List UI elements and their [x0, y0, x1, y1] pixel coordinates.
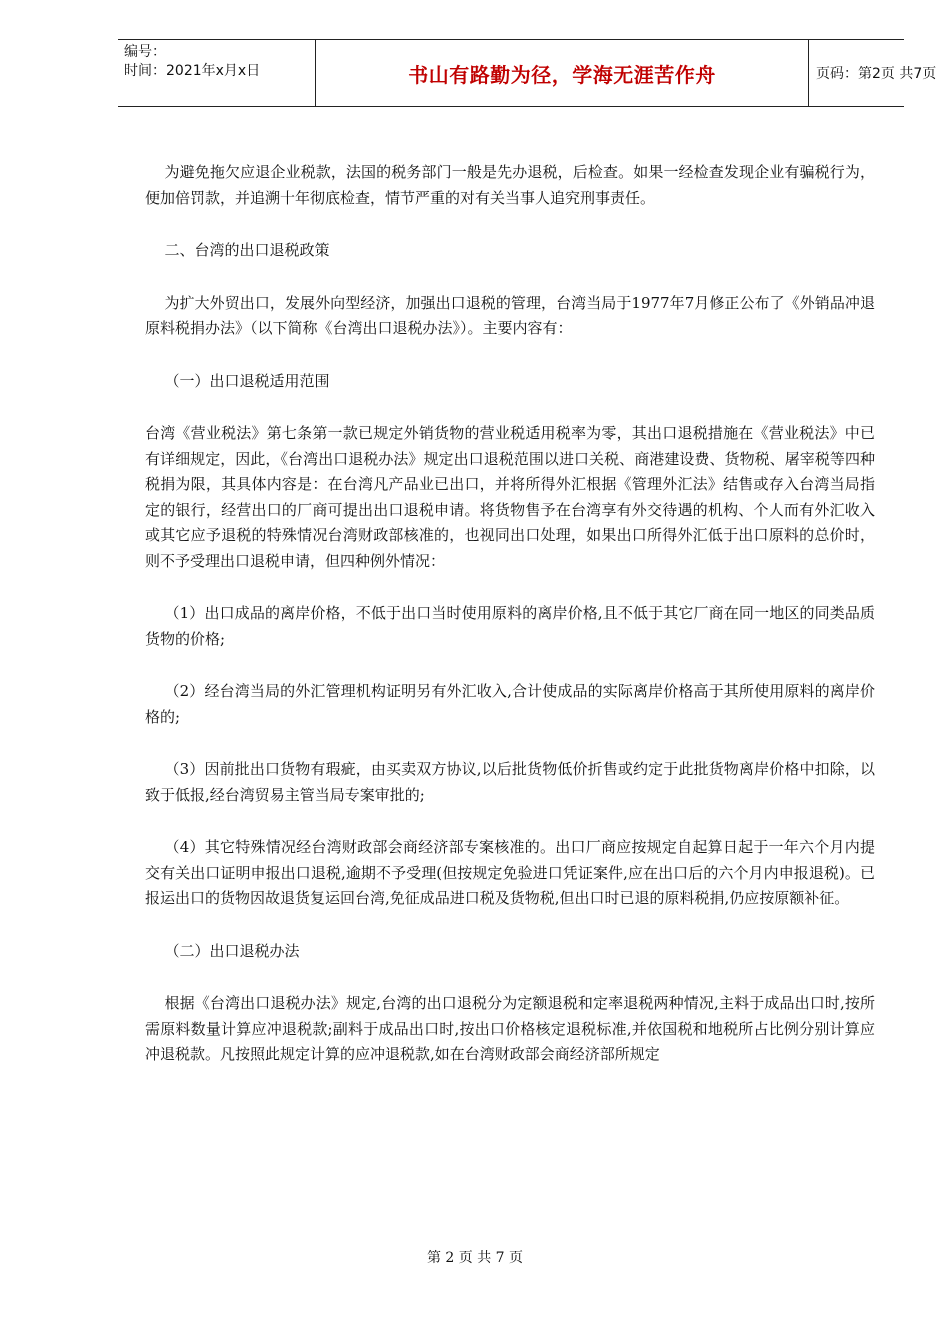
header-meta	[118, 40, 315, 106]
subsection-heading-scope: （一）出口退税适用范围	[164, 371, 330, 390]
section-heading-taiwan: 二、台湾的出口退税政策	[164, 241, 330, 259]
paragraph-taiwan-intro: 为扩大外贸出口，发展外向型经济，加强出口退税的管理，台湾当局于1977年7月修正公布了《外销品冲退原料税捐办法》（以下简称《台湾出口退税办法》）。主要内容有：	[145, 293, 875, 337]
document-body	[145, 160, 875, 1095]
list-item-exception-4: （4）其它特殊情况经台湾财政部会商经济部专案核准的。出口厂商应按规定自起算日起于一年六个月内提交有关出口证明申报出口退税,逾期不予受理(但按规定免验进口凭证案件,应在出口后的六个月内申报退税)。已报运出口的货物因故退货复运回台湾,免征成品进口税及货物税,但出口时已退的原料税捐,仍应按原额补征。	[145, 838, 875, 907]
header-motto: 书山有路勤为径，学海无涯苦作舟	[408, 62, 716, 87]
header-page-cell	[809, 40, 937, 106]
paragraph-france-refund: 为避免拖欠应退企业税款，法国的税务部门一般是先办退税，后检查。如果一经检查发现企业有骗税行为，便加倍罚款，并追溯十年彻底检查，情节严重的对有关当事人追究刑事责任。	[145, 163, 875, 207]
header-motto-cell	[315, 40, 809, 106]
page-header	[118, 39, 937, 107]
header-page-code: 页码：第2页 共7页	[816, 66, 937, 82]
page-footer: 第 2 页 共 7 页	[426, 1250, 524, 1266]
paragraph-method: 根据《台湾出口退税办法》规定,台湾的出口退税分为定额退税和定率退税两种情况,主料于成品出口时,按所需原料数量计算应冲退税款;副料于成品出口时,按出口价格核定退税标准,并依国税和地税所占比例分别计算应冲退税款。凡按照此规定计算的应冲退税款,如在台湾财政部会商经济部所规定	[145, 994, 875, 1063]
header-number-label: 编号：	[124, 44, 166, 60]
paragraph-scope: 台湾《营业税法》第七条第一款已规定外销货物的营业税适用税率为零，其出口退税措施在《营业税法》中已有详细规定，因此，《台湾出口退税办法》规定出口退税范围以进口关税、商港建设费、货物税、屠宰税等四种税捐为限，其具体内容是：在台湾凡产品业已出口，并将所得外汇根据《管理外汇法》结售或存入台湾当局指定的银行，经营出口的厂商可提出出口退税申请。将货物售予在台湾享有外交待遇的机构、个人而有外汇收入或其它应予退税的特殊情况台湾财政部核准的，也视同出口处理，如果出口所得外汇低于出口原料的总价时，则不予受理出口退税申请，但四种例外情况：	[145, 424, 875, 570]
list-item-exception-3: （3）因前批出口货物有瑕疵，由买卖双方协议,以后批货物低价折售或约定于此批货物离岸价格中扣除，以致于低报,经台湾贸易主管当局专案审批的;	[145, 760, 875, 804]
header-time-label: 时间：2021年x月x日	[124, 63, 261, 79]
list-item-exception-2: （2）经台湾当局的外汇管理机构证明另有外汇收入,合计使成品的实际离岸价格高于其所使用原料的离岸价格的;	[145, 682, 875, 726]
list-item-exception-1: （1）出口成品的离岸价格，不低于出口当时使用原料的离岸价格,且不低于其它厂商在同一地区的同类品质货物的价格;	[145, 604, 875, 648]
subsection-heading-method: （二）出口退税办法	[164, 941, 300, 960]
